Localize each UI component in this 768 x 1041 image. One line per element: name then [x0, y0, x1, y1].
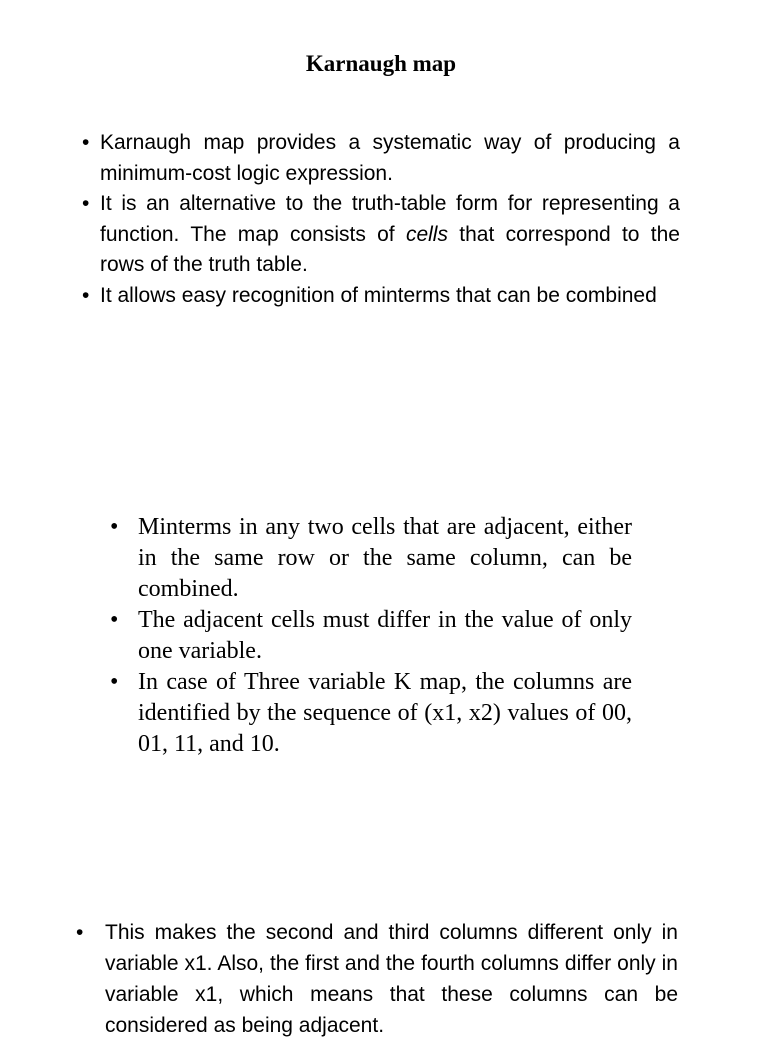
bullet-text: that correspond to the rows of the truth table. [100, 222, 680, 276]
bullet-text: In case of Three variable K map, the columns are identified by the sequence of (x1, x2) values of 00, 01, 11, and 10. [138, 669, 632, 757]
bullet-icon: • [82, 131, 90, 154]
bullet-icon: • [82, 192, 90, 215]
cells-emphasis: cells [405, 222, 448, 246]
bullet-text: Karnaugh map provides a systematic way of producing a minimum-cost logic expression. [100, 131, 680, 185]
bullet-icon: • [110, 607, 119, 633]
list-item [108, 512, 632, 605]
adjacency-bullet-list [108, 512, 632, 760]
bullet-text: This makes the second and third columns different only in variable x1. Also, the first and the fourth columns differ only in variable x1, which means that these columns can be considered as being adjacent. [105, 921, 678, 1037]
bullet-icon: • [110, 514, 119, 540]
bullet-icon: • [82, 283, 90, 307]
columns-bullet-list [74, 917, 678, 1041]
bullet-text: Minterms in any two cells that are adjacent, either in the same row or the same column, can be combined. [138, 514, 632, 602]
bullet-icon: • [110, 669, 119, 695]
list-item [74, 917, 678, 1041]
bullet-icon: • [76, 921, 84, 944]
list-item [80, 281, 680, 312]
list-item [80, 128, 680, 189]
page-title: Karnaugh map [305, 51, 457, 76]
bullet-text: It allows easy recognition of minterms that can be combined [100, 283, 657, 307]
list-item [108, 605, 632, 667]
bullet-text: The adjacent cells must differ in the value of only one variable. [138, 607, 632, 664]
list-item [108, 667, 632, 760]
bullet-text: It is an alternative to the truth-table form for representing a function. The map consists of [100, 192, 680, 246]
list-item [80, 189, 680, 281]
intro-bullet-list [80, 128, 680, 311]
